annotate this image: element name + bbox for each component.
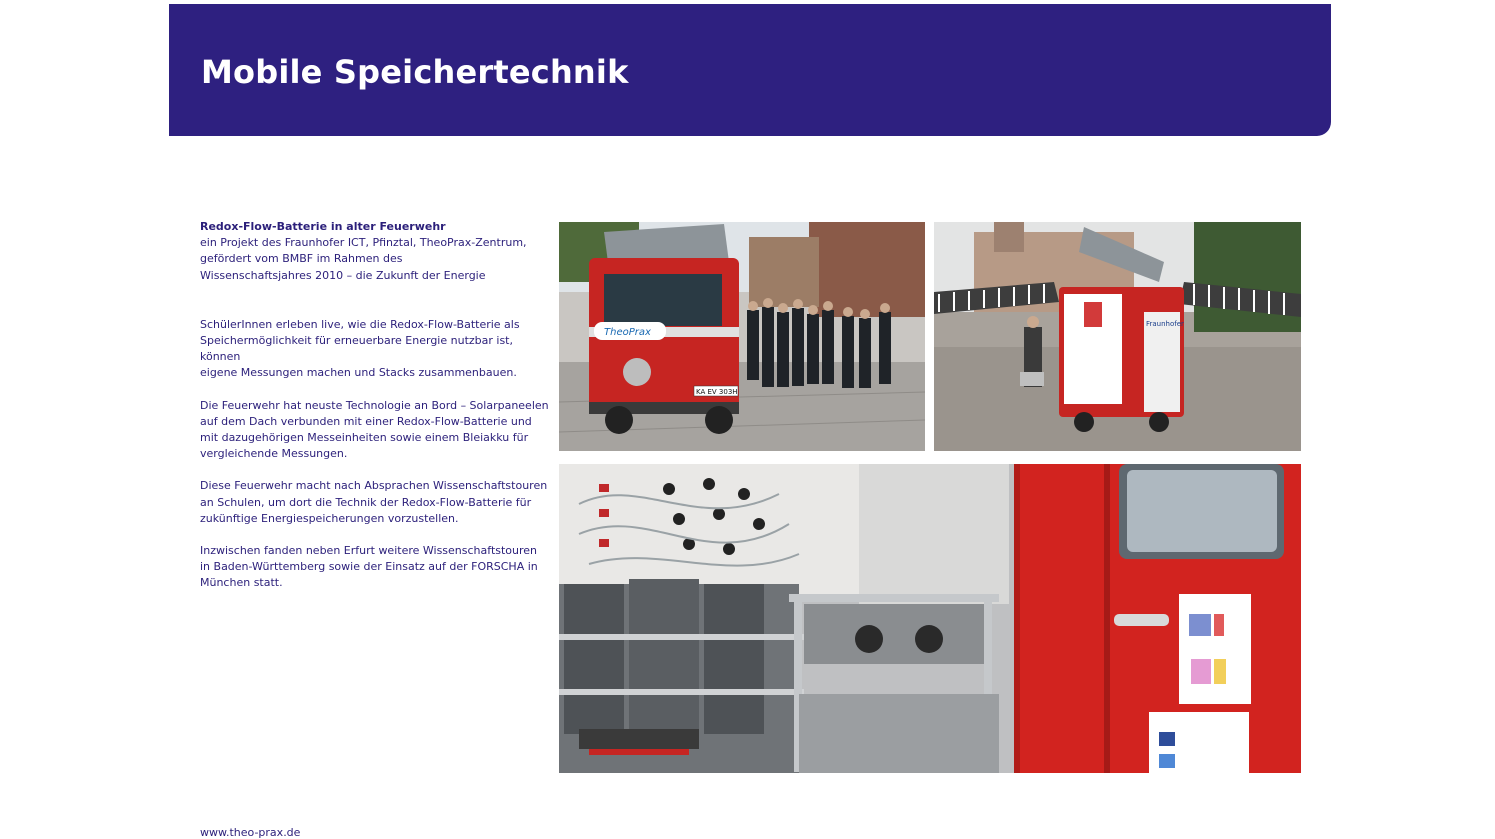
photo-battery-interior [559, 464, 1301, 773]
truck-plate-text: KA EV 303H [696, 388, 738, 396]
intro-line: Wissenschaftsjahres 2010 – die Zukunft der Energie [200, 268, 486, 282]
paragraph-line: München statt. [200, 576, 283, 590]
paragraph-line: an Schulen, um dort die Technik der Redox-Flow-Batterie für [200, 495, 532, 509]
paragraph-line: Speichermöglichkeit für erneuerbare Energie nutzbar ist, können [200, 334, 513, 364]
paragraph-line: SchülerInnen erleben live, wie die Redox-Flow-Batterie als [200, 317, 520, 331]
description-text [200, 219, 550, 592]
paragraph-line: mit dazugehörigen Messeinheiten sowie einem Bleiakku für [200, 431, 529, 445]
footer-url: www.theo-prax.de [200, 826, 301, 839]
intro-line: gefördert vom BMBF im Rahmen des [200, 252, 403, 266]
paragraph-line: vergleichende Messungen. [200, 447, 348, 461]
paragraph-line: auf dem Dach verbunden mit einer Redox-Flow-Batterie und [200, 414, 532, 428]
photo-truck-front [559, 222, 925, 451]
paragraph-line: Die Feuerwehr hat neuste Technologie an Bord – Solarpaneelen [200, 398, 549, 412]
page-title: Mobile Speichertechnik [201, 53, 629, 91]
paragraph-line: in Baden-Württemberg sowie der Einsatz auf der FORSCHA in [200, 560, 538, 574]
intro-line: ein Projekt des Fraunhofer ICT, Pfinztal, TheoPrax-Zentrum, [200, 236, 527, 250]
truck-sign-text: Fraunhofer [1146, 320, 1184, 328]
paragraph-line: eigene Messungen machen und Stacks zusammenbauen. [200, 366, 517, 380]
paragraph-line: zukünftige Energiespeicherungen vorzustellen. [200, 511, 459, 525]
page-header [169, 4, 1331, 136]
intro-heading: Redox-Flow-Batterie in alter Feuerwehr [200, 220, 446, 233]
photo-truck-rear [934, 222, 1301, 451]
paragraph-line: Diese Feuerwehr macht nach Absprachen Wissenschaftstouren [200, 479, 548, 493]
paragraph-line: Inzwischen fanden neben Erfurt weitere Wissenschaftstouren [200, 544, 538, 558]
truck-logo-text: TheoPrax [604, 327, 651, 338]
